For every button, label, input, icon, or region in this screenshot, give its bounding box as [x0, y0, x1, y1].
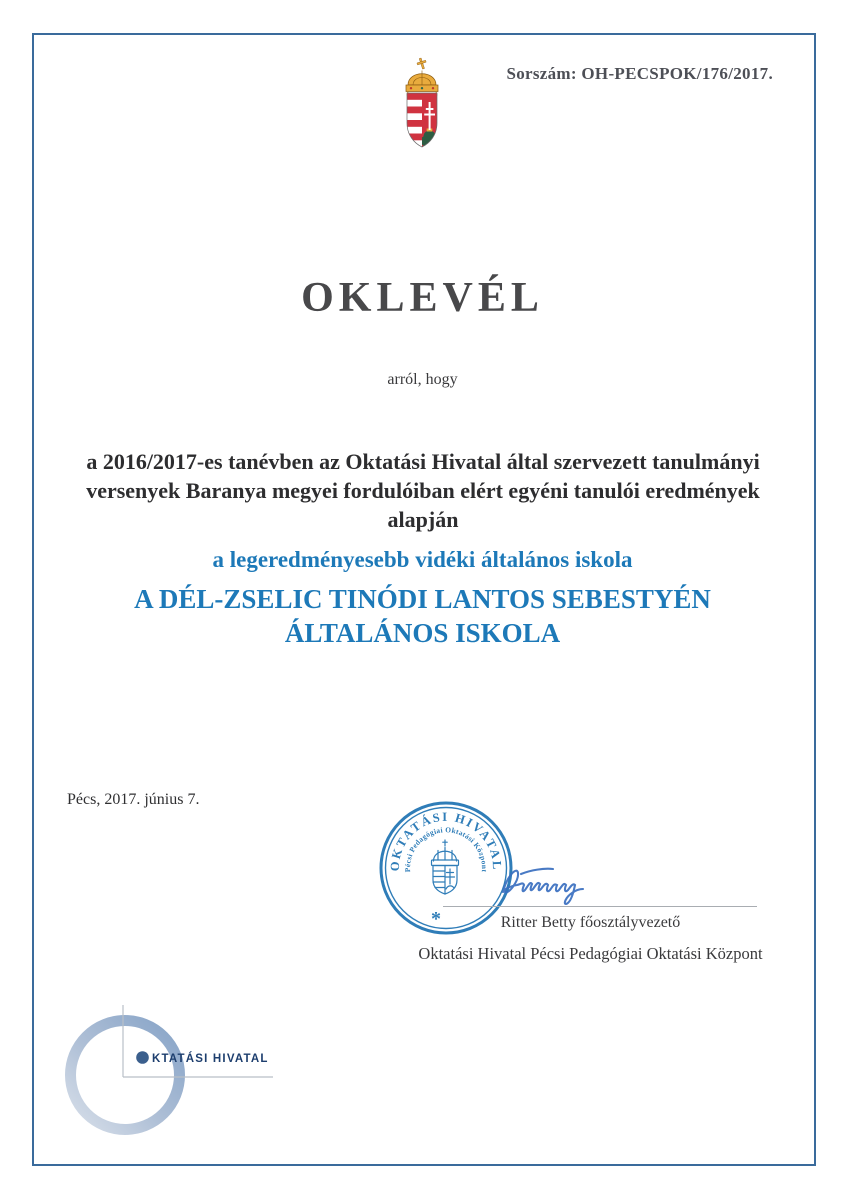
- logo-dot-icon: [136, 1051, 149, 1064]
- serial-number: Sorszám: OH-PECSPOK/176/2017.: [506, 64, 773, 83]
- stamp-bottom-star: *: [431, 908, 441, 930]
- hungary-coat-of-arms-icon: [399, 57, 445, 151]
- logo-text: KTATÁSI HIVATAL: [152, 1053, 269, 1065]
- issuer-name: Oktatási Hivatal Pécsi Pedagógiai Oktatási Központ: [418, 944, 763, 963]
- signature-block: [388, 914, 793, 964]
- logo-ring: [71, 1021, 180, 1130]
- award-description-line: a 2016/2017-es tanévben az Oktatási Hivatal által szervezett tanulmányi: [86, 449, 760, 474]
- stamp-coat-of-arms: [432, 840, 459, 894]
- award-description-line: alapján: [387, 507, 459, 532]
- school-name: [0, 582, 845, 650]
- signature-handwriting: [496, 851, 621, 909]
- signature-line: [443, 906, 757, 907]
- signer-name: Ritter Betty főosztályvezető: [500, 914, 681, 931]
- award-category: a legeredményesebb vidéki általános iskola: [212, 547, 633, 572]
- school-name-line: A DÉL-ZSELIC TINÓDI LANTOS SEBESTYÉN: [134, 584, 711, 614]
- stamp-outer-text: OKTATÁSI HIVATAL: [387, 809, 505, 872]
- school-name-line: ÁLTALÁNOS ISKOLA: [284, 618, 561, 648]
- preamble-text: arról, hogy: [387, 371, 458, 388]
- oktatasi-hivatal-logo: [53, 997, 288, 1172]
- place-and-date: Pécs, 2017. június 7.: [67, 791, 200, 808]
- stamp-inner-text: Pécsi Pedagógiai Oktatási Központ: [402, 825, 490, 873]
- certificate-title: OKLEVÉL: [301, 275, 544, 321]
- award-description: [62, 447, 784, 534]
- award-description-line: versenyek Baranya megyei fordulóiban elért egyéni tanulói eredmények: [86, 478, 760, 503]
